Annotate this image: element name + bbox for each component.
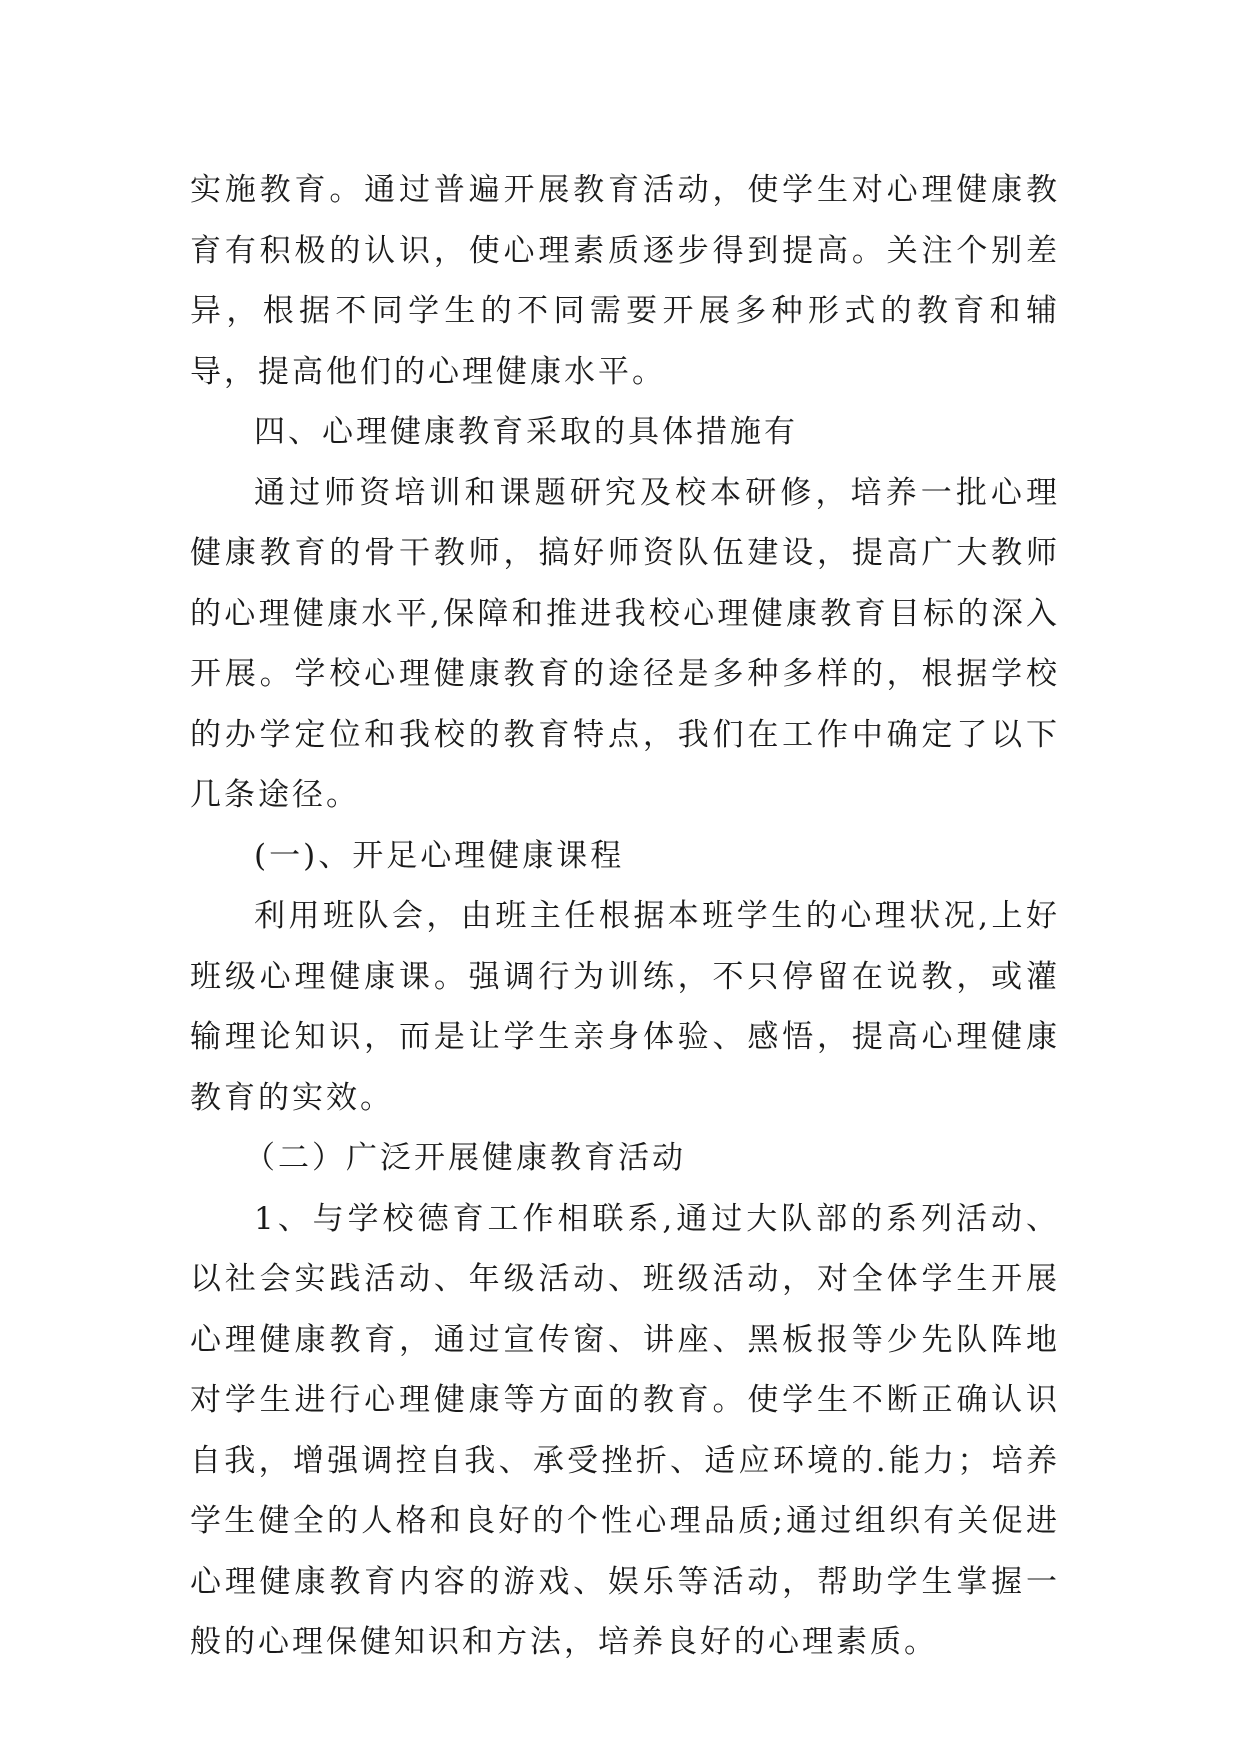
section-heading-four: 四、心理健康教育采取的具体措施有	[254, 414, 798, 450]
paragraph-moral-education: 1、与学校德育工作相联系,通过大队部的系列活动、以社会实践活动、年级活动、班级活动，对全体学生开展心理健康教育，通过宣传窗、讲座、黑板报等少先队阵地对学生进行心理健康等方面的教育。使学生不断正确认识自我，增强调控自我、承受挫折、适应环境的.能力；培养学生健全的人格和良好的个性心理品质;通过组织有关促进心理健康教育内容的游戏、娱乐等活动，帮助学生掌握一般的心理保健知识和方法，培养良好的心理素质。	[190, 1200, 1060, 1660]
document-body	[190, 160, 1060, 1673]
paragraph-teacher-training: 通过师资培训和课题研究及校本研修，培养一批心理健康教育的骨干教师，搞好师资队伍建设，提高广大教师的心理健康水平,保障和推进我校心理健康教育目标的深入开展。学校心理健康教育的途径是多种多样的，根据学校的办学定位和我校的教育特点，我们在工作中确定了以下几条途径。	[190, 474, 1060, 813]
subsection-heading-two: （二）广泛开展健康教育活动	[244, 1140, 686, 1176]
paragraph-class-meeting: 利用班队会，由班主任根据本班学生的心理状况,上好班级心理健康课。强调行为训练，不只停留在说教，或灌输理论知识，而是让学生亲身体验、感悟，提高心理健康教育的实效。	[190, 898, 1060, 1116]
paragraph-continued: 实施教育。通过普遍开展教育活动，使学生对心理健康教育有积极的认识，使心理素质逐步得到提高。关注个别差异，根据不同学生的不同需要开展多种形式的教育和辅导，提高他们的心理健康水平。	[190, 172, 1060, 390]
subsection-heading-one: (一)、开足心理健康课程	[254, 837, 625, 874]
